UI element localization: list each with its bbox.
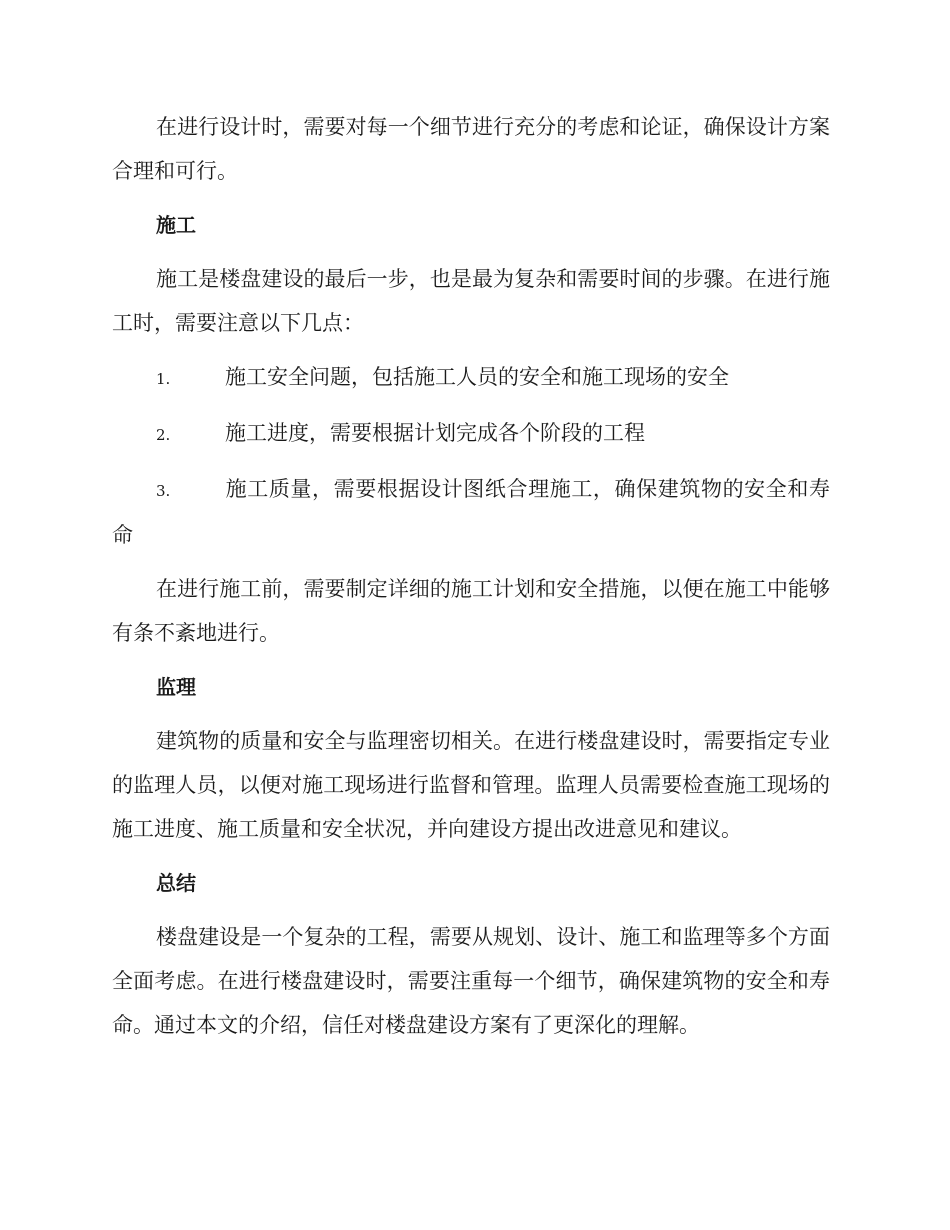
list-number: 3. [156, 482, 171, 500]
heading-construction: 施工 [156, 213, 196, 237]
paragraph-construction-intro: 施工是楼盘建设的最后一步，也是最为复杂和需要时间的步骤。在进行施工时，需要注意以下几点： [112, 267, 830, 335]
list-number: 2. [156, 426, 171, 444]
list-number: 1. [156, 370, 171, 388]
list-item [112, 467, 830, 557]
list-item [112, 355, 830, 401]
heading-supervision: 监理 [156, 675, 196, 699]
paragraph-supervision: 建筑物的质量和安全与监理密切相关。在进行楼盘建设时，需要指定专业的监理人员，以便对施工现场进行监督和管理。监理人员需要检查施工现场的施工进度、施工质量和安全状况，并向建设方提出改进意见和建议。 [112, 729, 830, 841]
paragraph-design: 在进行设计时，需要对每一个细节进行充分的考虑和论证，确保设计方案合理和可行。 [112, 115, 830, 183]
paragraph-construction-plan: 在进行施工前，需要制定详细的施工计划和安全措施，以便在施工中能够有条不紊地进行。 [112, 577, 830, 645]
list-text: 施工安全问题，包括施工人员的安全和施工现场的安全 [225, 365, 729, 389]
document-body [112, 105, 830, 1057]
list-text: 施工进度，需要根据计划完成各个阶段的工程 [225, 421, 645, 445]
list-item [112, 411, 830, 457]
paragraph-summary: 楼盘建设是一个复杂的工程，需要从规划、设计、施工和监理等多个方面全面考虑。在进行楼盘建设时，需要注重每一个细节，确保建筑物的安全和寿命。通过本文的介绍，信任对楼盘建设方案有了更深化的理解。 [112, 925, 830, 1037]
list-text: 施工质量，需要根据设计图纸合理施工，确保建筑物的安全和寿命 [112, 477, 830, 547]
heading-summary: 总结 [156, 871, 196, 895]
